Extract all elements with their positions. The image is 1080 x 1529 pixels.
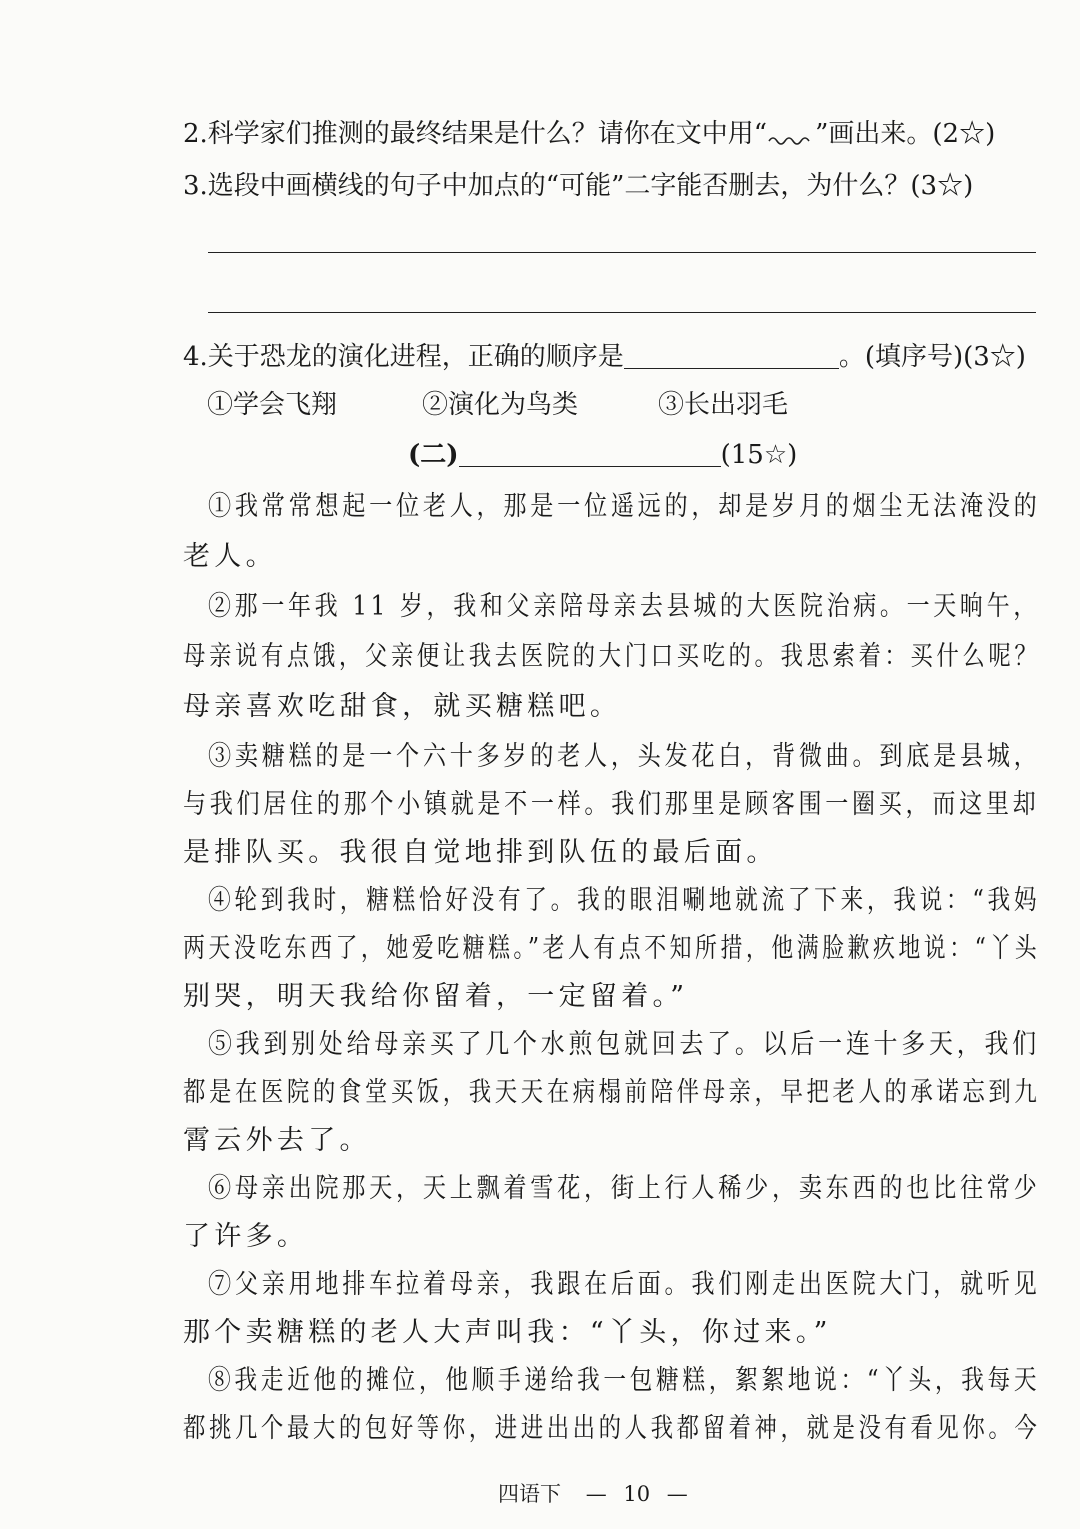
passage-line: ⑥母亲出院那天，天上飘着雪花，街上行人稀少，卖东西的也比往常少 <box>208 1173 1041 1204</box>
passage-line: 两天没吃东西了，她爱吃糖糕。”老人有点不知所措，他满脸歉疚地说：“丫头 <box>183 933 1041 964</box>
passage-line: ④轮到我时，糖糕恰好没有了。我的眼泪唰地就流了下来，我说：“我妈 <box>208 885 1041 916</box>
passage-line: 老人。 <box>183 541 277 572</box>
answer-line[interactable] <box>208 252 1036 253</box>
footer-dash: — <box>585 1482 607 1506</box>
section-label: (二) <box>408 440 459 470</box>
passage-line: 母亲说有点饿，父亲便让我去医院的大门口买吃的。我思索着：买什么呢？ <box>183 641 1041 672</box>
passage-line: 那个卖糖糕的老人大声叫我：“丫头，你过来。” <box>183 1317 832 1348</box>
question-2-text-post: ”画出来。(2☆) <box>815 119 996 149</box>
passage-line: ③卖糖糕的是一个六十多岁的老人，头发花白，背微曲。到底是县城， <box>208 741 1041 772</box>
question-2-text-pre: 2.科学家们推测的最终结果是什么？请你在文中用“ <box>183 119 768 149</box>
passage-line: ②那一年我 11 岁，我和父亲陪母亲去县城的大医院治病。一天晌午， <box>208 591 1040 622</box>
passage-line: 别哭，明天我给你留着，一定留着。” <box>183 981 689 1012</box>
option-1: ①学会飞翔 <box>207 390 338 420</box>
page-number: 10 <box>623 1482 651 1506</box>
section-heading <box>408 434 797 471</box>
option-3: ③长出羽毛 <box>658 390 789 420</box>
question-4-text-pre: 4.关于恐龙的演化进程，正确的顺序是 <box>183 342 624 372</box>
page-footer <box>498 1478 688 1508</box>
passage-line: 都是在医院的食堂买饭，我天天在病榻前陪伴母亲，早把老人的承诺忘到九 <box>183 1077 1041 1108</box>
passage-line: 都挑几个最大的包好等你，进进出出的人我都留着神，就是没有看见你。今 <box>183 1413 1041 1444</box>
answer-line[interactable] <box>208 312 1036 313</box>
section-score: (15☆) <box>720 440 798 470</box>
footer-book: 四语下 <box>498 1482 561 1506</box>
question-2 <box>183 113 995 150</box>
passage-line: ⑤我到别处给母亲买了几个水煎包就回去了。以后一连十多天，我们 <box>208 1029 1040 1060</box>
passage-line: 了许多。 <box>183 1221 309 1252</box>
passage-line: 霄云外去了。 <box>183 1125 371 1156</box>
wavy-underline-mark <box>767 132 815 146</box>
passage-line: 是排队买。我很自觉地排到队伍的最后面。 <box>183 837 778 868</box>
fill-in-blank[interactable] <box>624 342 839 369</box>
question-4-text-post: 。(填序号)(3☆) <box>838 342 1026 372</box>
question-4 <box>183 336 1026 373</box>
passage-line: ⑦父亲用地排车拉着母亲，我跟在后面。我们刚走出医院大门，就听见 <box>208 1269 1041 1300</box>
passage-line: 与我们居住的那个小镇就是不一样。我们那里是顾客围一圈买，而这里却 <box>183 789 1040 820</box>
question-3: 3.选段中画横线的句子中加点的“可能”二字能否删去，为什么？(3☆) <box>183 171 974 201</box>
passage-line: ⑧我走近他的摊位，他顺手递给我一包糖糕，絮絮地说：“丫头，我每天 <box>208 1365 1041 1396</box>
title-blank[interactable] <box>459 440 721 467</box>
option-2: ②演化为鸟类 <box>422 390 579 420</box>
passage-line: 母亲喜欢吃甜食，就买糖糕吧。 <box>183 691 622 722</box>
passage-line: ①我常常想起一位老人，那是一位遥远的，却是岁月的烟尘无法淹没的 <box>208 491 1041 522</box>
footer-dash: — <box>666 1482 688 1506</box>
